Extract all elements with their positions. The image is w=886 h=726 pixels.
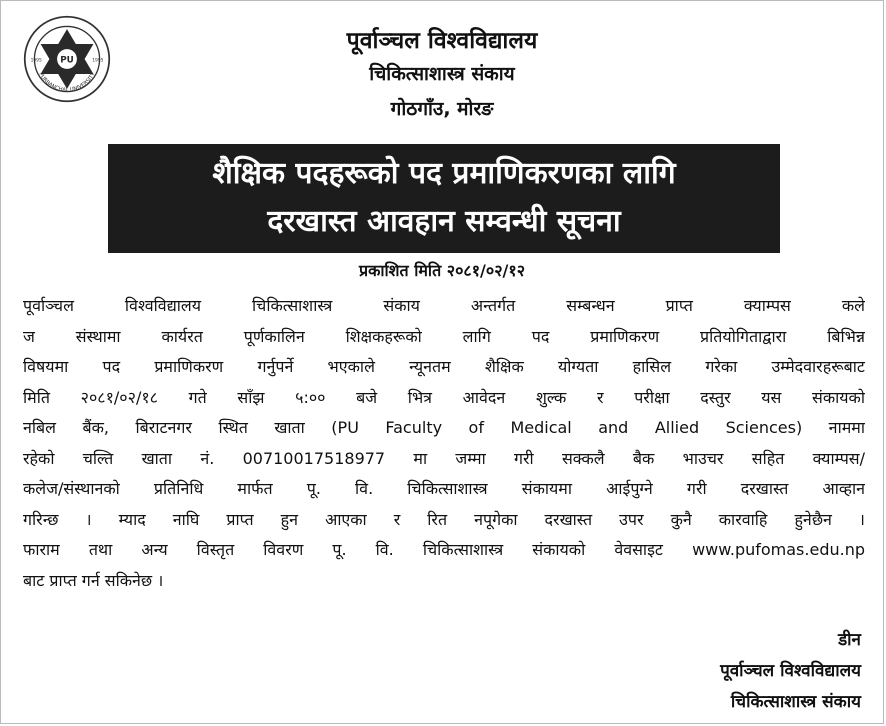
body-line: ज संस्थामा कार्यरत पूर्णकालिन शिक्षकहरूको लागि पद प्रमाणिकरण प्रतियोगिताद्वारा बिभिन्न	[23, 326, 865, 346]
seal-ring-text: PURBANCHAL UNIVERSITY	[37, 71, 97, 94]
body-line: नबिल बैंक, बिराटनगर स्थित खाता (PU Faculty of Medical and Allied Sciences) नाममा	[23, 418, 865, 437]
university-name: पूर्वाञ्चल विश्वविद्यालय	[346, 28, 538, 54]
signature-block	[720, 625, 861, 718]
notice-title-line-1: शैक्षिक पदहरूको पद प्रमाणिकरणका लागि	[212, 156, 676, 191]
faculty-name: चिकित्साशास्त्र संकाय	[369, 63, 515, 85]
notice-header	[1, 25, 883, 127]
signatory-university: पूर्वाञ्चल विश्वविद्यालय	[720, 661, 861, 681]
body-line: फाराम तथा अन्य विस्तृत विवरण पू. वि. चिकित्साशास्त्र संकायको वेवसाइट www.pufomas.edu.np	[23, 540, 865, 559]
body-line: कलेज/संस्थानको प्रतिनिधि मार्फत पू. वि. चिकित्साशास्त्र संकायमा आईपुग्ने गरी दरखास्त आव्हान	[23, 479, 865, 498]
location: गोठगाँउ, मोरङ	[390, 98, 494, 120]
seal-year-right: 1995	[92, 58, 104, 64]
notice-title-line-2: दरखास्त आवहान सम्वन्धी सूचना	[267, 204, 621, 239]
signatory-title: डीन	[838, 630, 861, 650]
notice-title-banner	[108, 144, 780, 253]
signatory-faculty: चिकित्साशास्त्र संकाय	[730, 692, 861, 712]
body-line: मिति २०८१/०२/१८ गते साँझ ५:०० बजे भित्र आवेदन शुल्क र परीक्षा दस्तुर यस संकायको	[23, 387, 865, 407]
body-line: गरिन्छ । म्याद नाघि प्राप्त हुन आएका र रित नपूगेका दरखास्त उपर कुनै कारवाहि हुनेछैन ।	[23, 509, 865, 529]
published-date: प्रकाशित मिति २०८१/०२/१२	[358, 261, 526, 280]
seal-year-left: 1995	[30, 58, 42, 64]
body-line: विषयमा पद प्रमाणिकरण गर्नुपर्ने भएकाले न्यूनतम शैक्षिक योग्यता हासिल गरेका उम्मेदवारहरूबाट	[23, 357, 865, 376]
body-line: रहेको चल्ति खाता नं. 00710017518977 मा जम्मा गरी सक्कलै बैक भाउचर सहित क्याम्पस/	[23, 448, 865, 468]
body-line: पूर्वाञ्चल विश्वविद्यालय चिकित्साशास्त्र संकाय अन्तर्गत सम्बन्धन प्राप्त क्याम्पस कले	[23, 296, 865, 315]
notice-body	[23, 291, 865, 596]
body-line: बाट प्राप्त गर्न सकिनेछ ।	[23, 570, 164, 590]
seal-center-text: PU	[60, 55, 74, 66]
